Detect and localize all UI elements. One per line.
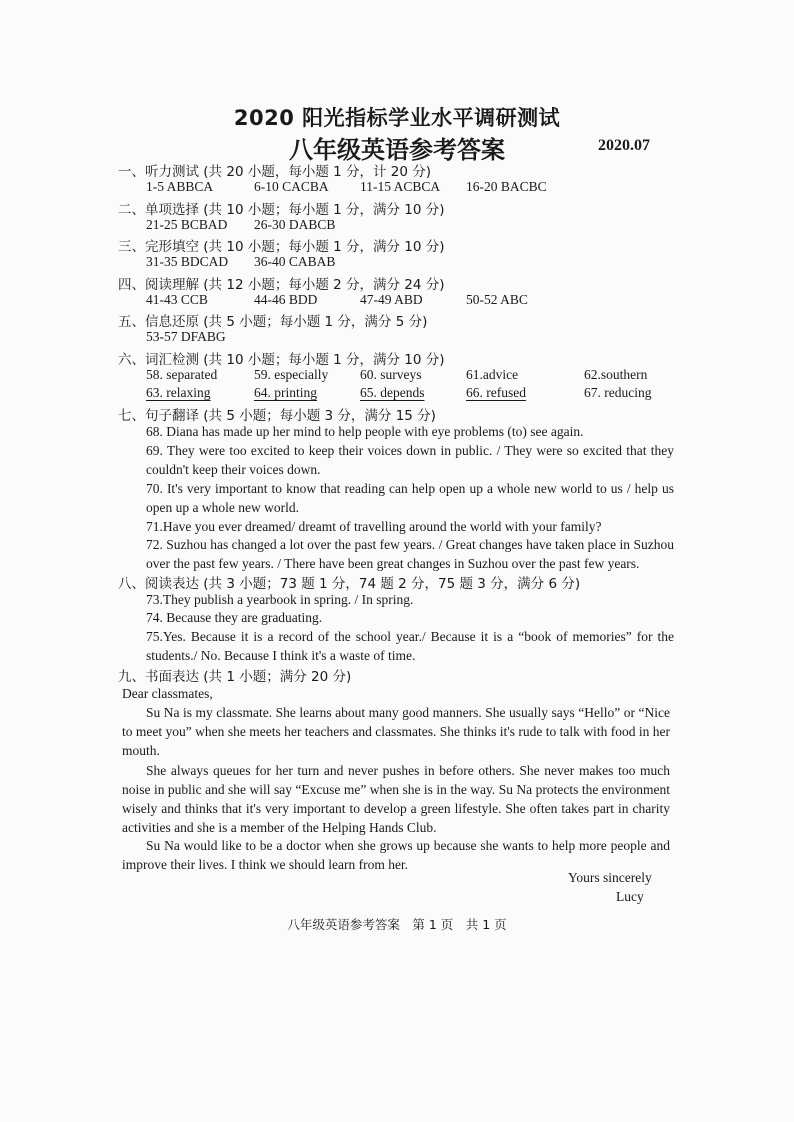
vocab-answer: 65. depends (360, 385, 425, 400)
vocab-answer: 62.southern (584, 367, 648, 382)
answer-group: 21-25 BCBAD (146, 217, 228, 232)
translation-answer: 72. Suzhou has changed a lot over the past few years. / Great changes have taken place in Suzhou over the past few years. / There have been great changes in Suzhou over the past few years. (146, 537, 674, 571)
section-heading-info-restore: 五、信息还原 (共 5 小题；每小题 1 分，满分 5 分) (118, 314, 428, 330)
translation-answer: 70. It's very important to know that reading can help open up a whole new world to us / help us open up a whole new world. (146, 481, 674, 515)
vocab-answer: 63. relaxing (146, 385, 211, 400)
exam-title: 2020 阳光指标学业水平调研测试 (233, 106, 561, 130)
essay-closing: Yours sincerely (568, 870, 652, 885)
translation-answer: 68. Diana has made up her mind to help people with eye problems (to) see again. (146, 424, 584, 439)
section-heading-writing: 九、书面表达 (共 1 小题；满分 20 分) (118, 669, 352, 685)
vocab-answer: 67. reducing (584, 385, 652, 400)
answer-group: 47-49 ABD (360, 292, 423, 307)
essay-paragraph: Su Na is my classmate. She learns about many good manners. She usually says “Hello” or “Nice to meet you” when she meets her teachers and classmates. She thinks it's rude to talk with food in her mouth. (122, 705, 670, 758)
answer-group: 26-30 DABCB (254, 217, 336, 232)
page-footer: 八年级英语参考答案 第 1 页 共 1 页 (287, 917, 507, 932)
answer-group: 31-35 BDCAD (146, 254, 229, 269)
vocab-answer: 61.advice (466, 367, 519, 382)
translation-answer: 71.Have you ever dreamed/ dreamt of travelling around the world with your family? (146, 519, 602, 534)
answer-group: 53-57 DFABG (146, 329, 226, 344)
answer-group: 44-46 BDD (254, 292, 318, 307)
exam-date: 2020.07 (598, 137, 650, 154)
section-heading-translation: 七、句子翻译 (共 5 小题；每小题 3 分，满分 15 分) (118, 408, 436, 424)
vocab-answer: 60. surveys (360, 367, 422, 382)
exam-subtitle: 八年级英语参考答案 (289, 136, 505, 164)
answer-group: 1-5 ABBCA (146, 179, 214, 194)
essay-greeting: Dear classmates, (122, 686, 213, 701)
vocab-answer: 58. separated (146, 367, 218, 382)
section-heading-cloze: 三、完形填空 (共 10 小题；每小题 1 分，满分 10 分) (118, 239, 445, 255)
answer-group: 16-20 BACBC (466, 179, 547, 194)
section-heading-reading-expression: 八、阅读表达 (共 3 小题；73 题 1 分，74 题 2 分，75 题 3 分，满分 6 分) (118, 576, 581, 592)
translation-answer: 69. They were too excited to keep their voices down in public. / They were so excited that they couldn't keep their voices down. (146, 443, 674, 477)
vocab-answer: 66. refused (466, 385, 526, 400)
expression-answer: 75.Yes. Because it is a record of the school year./ Because it is a “book of memories” for the students./ No. Because I think it's a waste of time. (146, 629, 674, 663)
vocab-answer: 64. printing (254, 385, 317, 400)
section-heading-single-choice: 二、单项选择 (共 10 小题；每小题 1 分，满分 10 分) (118, 202, 445, 218)
answer-group: 41-43 CCB (146, 292, 208, 307)
essay-paragraph: She always queues for her turn and never pushes in before others. She never makes too much noise in public and she will say “Excuse me” when she is in the way. Su Na protects the environment wisely and thinks that it's very important to develop a green lifestyle. She often takes part in charity activities and she is a member of the Helping Hands Club. (122, 763, 670, 835)
essay-paragraph: Su Na would like to be a doctor when she grows up because she wants to help more people and improve their lives. I think we should learn from her. (122, 838, 670, 872)
expression-answer: 73.They publish a yearbook in spring. / In spring. (146, 592, 414, 607)
answer-group: 6-10 CACBA (254, 179, 329, 194)
answer-group: 50-52 ABC (466, 292, 528, 307)
essay-signature: Lucy (616, 889, 644, 904)
expression-answer: 74. Because they are graduating. (146, 610, 323, 625)
answer-group: 36-40 CABAB (254, 254, 336, 269)
answer-group: 11-15 ACBCA (360, 179, 441, 194)
section-heading-listening: 一、听力测试 (共 20 小题，每小题 1 分，计 20 分) (118, 164, 432, 180)
vocab-answer: 59. especially (254, 367, 329, 382)
section-heading-vocabulary: 六、词汇检测 (共 10 小题；每小题 1 分，满分 10 分) (118, 352, 445, 368)
section-heading-reading: 四、阅读理解 (共 12 小题；每小题 2 分，满分 24 分) (118, 277, 445, 293)
